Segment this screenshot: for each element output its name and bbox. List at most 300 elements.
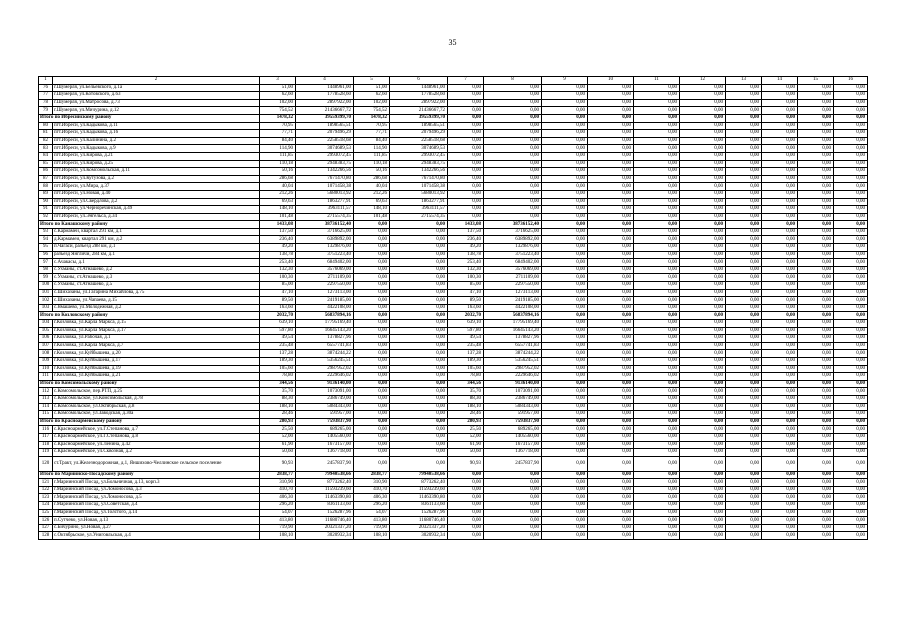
value-cell: 111,85 — [260, 152, 296, 160]
value-cell: 0,00 — [542, 502, 588, 510]
value-cell: 0,00 — [726, 524, 762, 532]
value-cell: 1378827,96 — [296, 335, 354, 343]
value-cell: 2987952,02 — [296, 365, 354, 373]
value-cell: 0,00 — [354, 342, 390, 350]
value-cell: 0,00 — [390, 221, 448, 229]
address-cell: с.Ухманы, ст.Атнашево, д.2 — [53, 266, 260, 274]
value-cell: 0,00 — [834, 244, 868, 252]
value-cell: 0,00 — [680, 327, 726, 335]
value-cell: 2229646,02 — [484, 373, 542, 381]
table-row — [39, 84, 868, 92]
value-cell: 0,00 — [448, 486, 484, 494]
value-cell: 1073091,00 — [484, 388, 542, 396]
table-row — [39, 304, 868, 312]
value-cell: 0,00 — [542, 175, 588, 183]
value-cell: 102,00 — [354, 99, 390, 107]
value-cell: 0,00 — [680, 236, 726, 244]
value-cell: 3074689,53 — [296, 145, 354, 153]
value-cell: 40,04 — [354, 183, 390, 191]
value-cell: 0,00 — [634, 107, 680, 115]
value-cell: 0,00 — [542, 213, 588, 221]
value-cell: 0,00 — [680, 297, 726, 305]
row-number: 115 — [39, 411, 53, 419]
value-cell: 0,00 — [834, 145, 868, 153]
value-cell: 0,00 — [762, 183, 798, 191]
value-cell: 0,00 — [762, 304, 798, 312]
value-cell: 0,00 — [588, 517, 634, 525]
value-cell: 0,00 — [354, 312, 390, 320]
row-number: 96 — [39, 251, 53, 259]
value-cell: 0,00 — [354, 395, 390, 403]
value-cell: 0,00 — [634, 137, 680, 145]
column-number: 11 — [634, 77, 680, 85]
value-cell: 0,00 — [798, 297, 834, 305]
value-cell: 2419185,00 — [484, 297, 542, 305]
value-cell: 310,90 — [354, 479, 390, 487]
value-cell: 21436667,72 — [390, 107, 448, 115]
value-cell: 0,00 — [542, 509, 588, 517]
value-cell: 0,00 — [834, 479, 868, 487]
column-number: 3 — [260, 77, 296, 85]
value-cell: 0,00 — [680, 403, 726, 411]
value-cell: 0,00 — [354, 441, 390, 449]
table-row — [39, 456, 868, 471]
value-cell: 719,90 — [354, 524, 390, 532]
value-cell: 0,00 — [680, 122, 726, 130]
value-cell: 137,28 — [260, 350, 296, 358]
value-cell: 2419185,00 — [296, 297, 354, 305]
value-cell: 1778528,60 — [296, 92, 354, 100]
value-cell: 0,00 — [354, 236, 390, 244]
address-cell: г.Козловка, ул.Куйбышева, д.20 — [53, 350, 260, 358]
value-cell: 344,56 — [260, 380, 296, 388]
value-cell: 0,00 — [762, 297, 798, 305]
table-row — [39, 426, 868, 434]
value-cell: 0,00 — [726, 114, 762, 122]
value-cell: 0,00 — [448, 494, 484, 502]
value-cell: 0,00 — [542, 107, 588, 115]
value-cell: 3074689,53 — [390, 145, 448, 153]
table-body — [39, 77, 868, 540]
value-cell: 0,00 — [588, 236, 634, 244]
value-cell: 101,48 — [354, 213, 390, 221]
value-cell: 0,00 — [634, 92, 680, 100]
value-cell: 0,00 — [588, 175, 634, 183]
value-cell: 0,00 — [634, 206, 680, 214]
value-cell: 0,00 — [726, 289, 762, 297]
value-cell: 89,50 — [448, 297, 484, 305]
value-cell: 0,00 — [834, 433, 868, 441]
row-number: 125 — [39, 509, 53, 517]
value-cell: 0,00 — [390, 259, 448, 267]
value-cell: 0,00 — [762, 479, 798, 487]
value-cell: 236,40 — [448, 236, 484, 244]
address-cell: г.Козловка, ул.Карла Маркса, д.7 — [53, 342, 260, 350]
value-cell: 0,00 — [634, 84, 680, 92]
value-cell: 0,00 — [680, 228, 726, 236]
value-cell: 0,00 — [798, 137, 834, 145]
value-cell: 0,00 — [542, 456, 588, 471]
address-cell: г.Шумерля, ул.Матросова, д.73 — [53, 99, 260, 107]
value-cell: 0,00 — [484, 494, 542, 502]
value-cell: 0,00 — [726, 266, 762, 274]
value-cell: 0,00 — [588, 320, 634, 328]
value-cell: 0,00 — [542, 266, 588, 274]
value-cell: 0,00 — [798, 145, 834, 153]
value-cell: 0,00 — [588, 282, 634, 290]
value-cell: 0,00 — [634, 175, 680, 183]
value-cell: 79940538,66 — [390, 471, 448, 479]
row-number: 112 — [39, 388, 53, 396]
value-cell: 0,00 — [762, 502, 798, 510]
row-number: 94 — [39, 236, 53, 244]
value-cell: 0,00 — [354, 244, 390, 252]
value-cell: 0,00 — [390, 312, 448, 320]
value-cell: 0,00 — [588, 190, 634, 198]
value-cell: 0,00 — [834, 373, 868, 381]
value-cell: 0,00 — [588, 152, 634, 160]
value-cell: 4422108,00 — [296, 304, 354, 312]
value-cell: 591957,00 — [484, 411, 542, 419]
value-cell: 0,00 — [390, 251, 448, 259]
value-cell: 280,93 — [448, 418, 484, 426]
value-cell: 69,63 — [354, 198, 390, 206]
value-cell: 0,00 — [634, 335, 680, 343]
value-cell: 0,00 — [390, 297, 448, 305]
column-number: 8 — [484, 77, 542, 85]
value-cell: 101,48 — [260, 213, 296, 221]
value-cell: 0,00 — [448, 99, 484, 107]
value-cell: 137,50 — [260, 228, 296, 236]
value-cell: 0,00 — [390, 426, 448, 434]
value-cell: 0,00 — [354, 297, 390, 305]
value-cell: 39559399,70 — [390, 114, 448, 122]
value-cell: 11593239,60 — [296, 486, 354, 494]
value-cell: 0,00 — [634, 411, 680, 419]
value-cell: 0,00 — [762, 471, 798, 479]
value-cell: 0,00 — [634, 395, 680, 403]
row-number: 87 — [39, 175, 53, 183]
value-cell: 0,00 — [542, 289, 588, 297]
value-cell: 0,00 — [354, 449, 390, 457]
value-cell: 0,00 — [798, 183, 834, 191]
value-cell: 1073091,00 — [296, 388, 354, 396]
value-cell: 0,00 — [680, 433, 726, 441]
value-cell: 0,00 — [588, 84, 634, 92]
address-cell: г.Козловка, ул.Куйбышева, д.21 — [53, 373, 260, 381]
value-cell: 1863277,91 — [296, 198, 354, 206]
value-cell: 3716625,00 — [296, 228, 354, 236]
value-cell: 54,07 — [354, 509, 390, 517]
table-row — [39, 236, 868, 244]
value-cell: 51,00 — [354, 84, 390, 92]
value-cell: 2032,70 — [448, 312, 484, 320]
value-cell: 0,00 — [726, 426, 762, 434]
column-number: 10 — [588, 77, 634, 85]
value-cell: 3874244,22 — [296, 350, 354, 358]
value-cell: 2457837,90 — [484, 456, 542, 471]
value-cell: 11593239,60 — [390, 486, 448, 494]
address-cell: с.Ухманы, ст.Атнашево, д.3 — [53, 274, 260, 282]
value-cell: 2711109,00 — [296, 274, 354, 282]
value-cell: 0,00 — [390, 350, 448, 358]
value-cell: 77,71 — [354, 130, 390, 138]
value-cell: 0,00 — [726, 236, 762, 244]
value-cell: 0,00 — [354, 304, 390, 312]
row-number: 120 — [39, 456, 53, 471]
value-cell: 0,00 — [448, 213, 484, 221]
table-row — [39, 524, 868, 532]
value-cell: 0,00 — [588, 395, 634, 403]
value-cell: 0,00 — [762, 418, 798, 426]
value-cell: 0,00 — [634, 228, 680, 236]
value-cell: 0,00 — [448, 471, 484, 479]
row-number: 117 — [39, 433, 53, 441]
value-cell: 0,00 — [680, 365, 726, 373]
value-cell: 0,00 — [484, 168, 542, 176]
value-cell: 0,00 — [634, 213, 680, 221]
value-cell: 0,00 — [798, 426, 834, 434]
value-cell: 0,00 — [834, 494, 868, 502]
value-cell: 0,00 — [726, 297, 762, 305]
value-cell: 0,00 — [834, 395, 868, 403]
row-number: 106 — [39, 335, 53, 343]
table-row — [39, 274, 868, 282]
value-cell: 0,00 — [680, 479, 726, 487]
value-cell: 0,00 — [354, 426, 390, 434]
value-cell: 0,00 — [798, 304, 834, 312]
value-cell: 0,00 — [834, 152, 868, 160]
address-cell: пгт.Ибреси, ул.Кадыкова, д.16 — [53, 130, 260, 138]
value-cell: 0,00 — [542, 449, 588, 457]
value-cell: 25,50 — [448, 426, 484, 434]
value-cell: 1526287,96 — [296, 509, 354, 517]
value-cell: 0,00 — [588, 418, 634, 426]
value-cell: 7671470,80 — [390, 175, 448, 183]
value-cell: 0,00 — [726, 244, 762, 252]
value-cell: 597,80 — [260, 327, 296, 335]
value-cell: 0,00 — [542, 335, 588, 343]
value-cell: 0,00 — [762, 99, 798, 107]
value-cell: 2258518,68 — [390, 137, 448, 145]
table-row — [39, 509, 868, 517]
value-cell: 20321337,20 — [296, 524, 354, 532]
value-cell: 0,00 — [390, 289, 448, 297]
value-cell: 0,00 — [798, 411, 834, 419]
value-cell: 0,00 — [390, 327, 448, 335]
address-cell: пгт.Ибреси, ул.Кутузова, д.2 — [53, 175, 260, 183]
value-cell: 0,00 — [834, 297, 868, 305]
value-cell: 0,00 — [484, 190, 542, 198]
value-cell: 0,00 — [588, 357, 634, 365]
row-number: 81 — [39, 130, 53, 138]
table-row — [39, 266, 868, 274]
value-cell: 2993072,45 — [390, 152, 448, 160]
value-cell: 0,00 — [680, 304, 726, 312]
value-cell: 0,00 — [542, 486, 588, 494]
value-cell: 0,00 — [542, 327, 588, 335]
value-cell: 89,50 — [260, 297, 296, 305]
value-cell: 0,00 — [354, 388, 390, 396]
value-cell: 0,00 — [448, 130, 484, 138]
value-cell: 148,10 — [354, 206, 390, 214]
value-cell: 0,00 — [588, 502, 634, 510]
value-cell: 0,00 — [448, 122, 484, 130]
value-cell: 0,00 — [834, 456, 868, 471]
value-cell: 0,00 — [484, 502, 542, 510]
value-cell: 6389892,00 — [484, 236, 542, 244]
value-cell: 2993072,45 — [296, 152, 354, 160]
value-cell: 0,00 — [484, 122, 542, 130]
value-cell: 0,00 — [680, 183, 726, 191]
value-cell: 108,10 — [354, 532, 390, 540]
value-cell: 0,00 — [762, 441, 798, 449]
value-cell: 0,00 — [726, 380, 762, 388]
address-cell: пгт.Ибреси, ул.Кадыкова, д.11 — [53, 122, 260, 130]
value-cell: 719,90 — [260, 524, 296, 532]
column-number: 7 — [448, 77, 484, 85]
value-cell: 1863277,91 — [390, 198, 448, 206]
value-cell: 0,00 — [762, 335, 798, 343]
value-cell: 0,00 — [680, 282, 726, 290]
value-cell: 0,00 — [484, 99, 542, 107]
value-cell: 0,00 — [762, 532, 798, 540]
value-cell: 0,00 — [726, 213, 762, 221]
value-cell: 0,00 — [798, 274, 834, 282]
value-cell: 0,00 — [390, 373, 448, 381]
address-cell: г.Мариинский Посад, ул.Советская, д.4 — [53, 502, 260, 510]
value-cell: 0,00 — [680, 494, 726, 502]
value-cell: 0,00 — [726, 92, 762, 100]
value-cell: 0,00 — [762, 122, 798, 130]
value-cell: 0,00 — [484, 486, 542, 494]
value-cell: 0,00 — [634, 471, 680, 479]
subtotal-label: Итого по Ибресинскому району — [39, 114, 260, 122]
value-cell: 0,00 — [634, 320, 680, 328]
value-cell: 0,00 — [680, 206, 726, 214]
value-cell: 0,00 — [798, 84, 834, 92]
value-cell: 0,00 — [762, 206, 798, 214]
value-cell: 0,00 — [542, 312, 588, 320]
value-cell: 0,00 — [634, 426, 680, 434]
value-cell: 0,00 — [726, 357, 762, 365]
value-cell: 0,00 — [680, 130, 726, 138]
value-cell: 0,00 — [726, 190, 762, 198]
value-cell: 3751223,40 — [484, 251, 542, 259]
value-cell: 0,00 — [834, 357, 868, 365]
value-cell: 137,50 — [448, 228, 484, 236]
table-row — [39, 137, 868, 145]
value-cell: 0,00 — [798, 289, 834, 297]
value-cell: 0,00 — [762, 130, 798, 138]
value-cell: 0,00 — [762, 152, 798, 160]
value-cell: 0,00 — [726, 206, 762, 214]
value-cell: 0,00 — [542, 357, 588, 365]
value-cell: 0,00 — [680, 532, 726, 540]
value-cell: 1367718,00 — [484, 449, 542, 457]
value-cell: 0,00 — [834, 114, 868, 122]
value-cell: 0,00 — [588, 441, 634, 449]
value-cell: 0,00 — [798, 312, 834, 320]
value-cell: 0,00 — [390, 433, 448, 441]
value-cell: 1405560,00 — [484, 433, 542, 441]
value-cell: 0,00 — [448, 532, 484, 540]
value-cell: 0,00 — [726, 122, 762, 130]
value-cell: 0,00 — [588, 244, 634, 252]
value-cell: 1071458,38 — [390, 183, 448, 191]
value-cell: 0,00 — [798, 221, 834, 229]
value-cell: 138,78 — [260, 251, 296, 259]
value-cell: 0,00 — [542, 145, 588, 153]
value-cell: 0,00 — [542, 373, 588, 381]
value-cell: 0,00 — [390, 342, 448, 350]
table-row — [39, 228, 868, 236]
value-cell: 2386749,00 — [296, 395, 354, 403]
value-cell: 0,00 — [680, 244, 726, 252]
value-cell: 0,00 — [634, 145, 680, 153]
row-number: 76 — [39, 84, 53, 92]
table-row — [39, 130, 868, 138]
value-cell: 0,00 — [762, 426, 798, 434]
value-cell: 35,70 — [448, 388, 484, 396]
value-cell: 0,00 — [680, 84, 726, 92]
value-cell: 0,00 — [448, 137, 484, 145]
value-cell: 0,00 — [798, 418, 834, 426]
value-cell: 0,00 — [634, 365, 680, 373]
value-cell: 0,00 — [762, 213, 798, 221]
value-cell: 0,00 — [834, 206, 868, 214]
value-cell: 0,00 — [484, 524, 542, 532]
value-cell: 52,00 — [260, 433, 296, 441]
value-cell: 0,00 — [542, 259, 588, 267]
value-cell: 52,00 — [448, 433, 484, 441]
value-cell: 0,00 — [798, 122, 834, 130]
value-cell: 0,00 — [762, 494, 798, 502]
value-cell: 0,00 — [726, 441, 762, 449]
row-number: 126 — [39, 517, 53, 525]
value-cell: 0,00 — [680, 168, 726, 176]
value-cell: 0,00 — [762, 282, 798, 290]
value-cell: 2711109,00 — [484, 274, 542, 282]
housing-program-table — [38, 76, 868, 540]
row-number: 82 — [39, 137, 53, 145]
value-cell: 0,00 — [834, 502, 868, 510]
row-number: 102 — [39, 297, 53, 305]
value-cell: 0,00 — [798, 357, 834, 365]
value-cell: 0,00 — [834, 282, 868, 290]
district-subtotal-row — [39, 114, 868, 122]
value-cell: 0,00 — [834, 342, 868, 350]
value-cell: 0,00 — [726, 418, 762, 426]
value-cell: 0,00 — [448, 190, 484, 198]
address-cell: пгт.Ибреси, ул.Новая, д.40 — [53, 190, 260, 198]
row-number: 95 — [39, 244, 53, 252]
value-cell: 0,00 — [834, 198, 868, 206]
value-cell: 0,00 — [762, 236, 798, 244]
address-cell: г.Козловка, ул.Куйбышева, д.17 — [53, 357, 260, 365]
value-cell: 0,00 — [798, 160, 834, 168]
value-cell: 0,00 — [484, 206, 542, 214]
value-cell: 0,00 — [448, 107, 484, 115]
row-number: 97 — [39, 259, 53, 267]
value-cell: 0,00 — [634, 114, 680, 122]
value-cell: 0,00 — [680, 213, 726, 221]
table-row — [39, 342, 868, 350]
row-number: 99 — [39, 274, 53, 282]
value-cell: 0,00 — [798, 494, 834, 502]
value-cell: 0,00 — [762, 274, 798, 282]
value-cell: 0,00 — [762, 107, 798, 115]
